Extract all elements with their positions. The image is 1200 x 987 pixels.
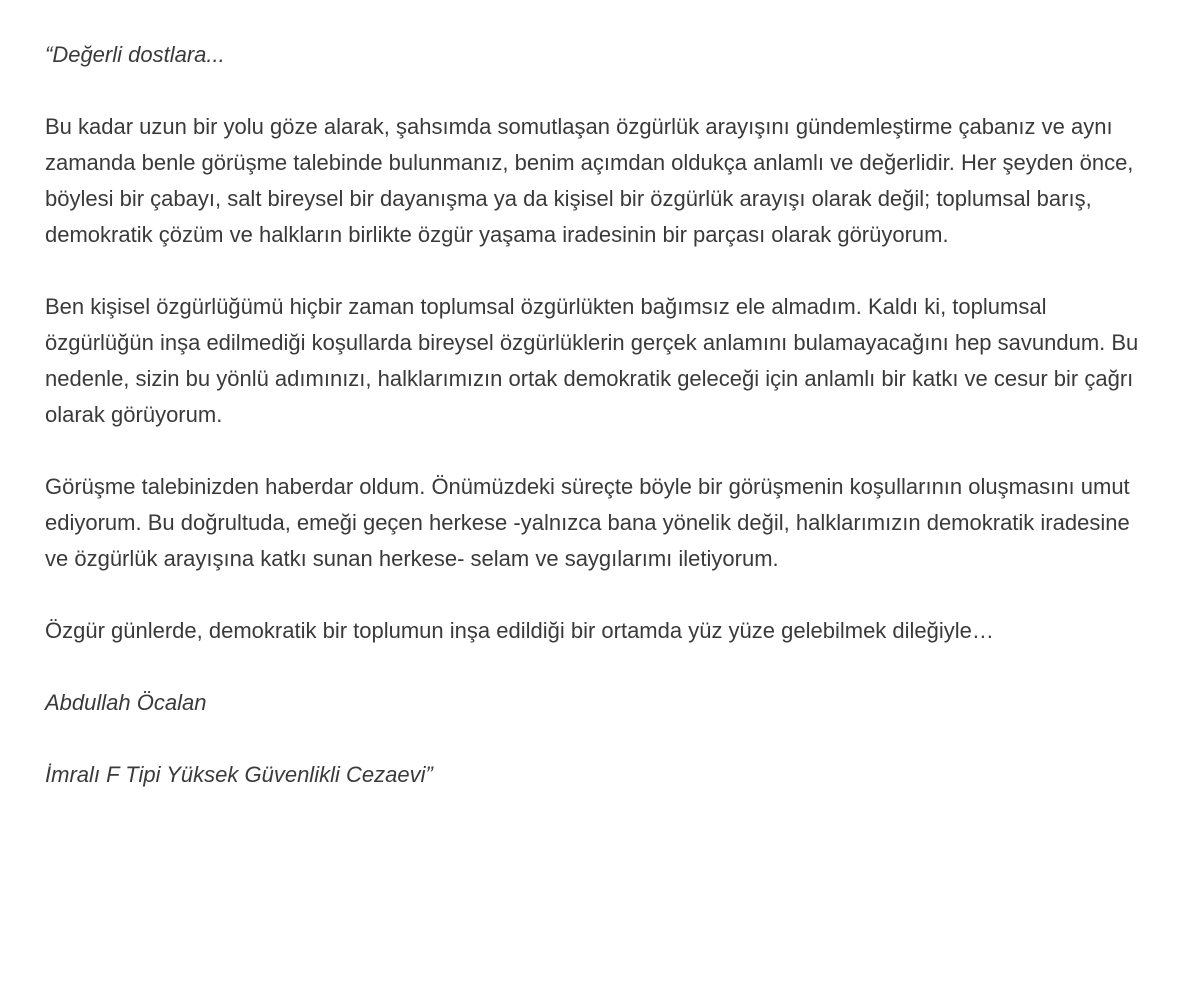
letter-signature: Abdullah Öcalan: [45, 690, 207, 715]
letter-greeting: “Değerli dostlara...: [45, 42, 225, 67]
letter-paragraph-2: Ben kişisel özgürlüğümü hiçbir zaman toplumsal özgürlükten bağımsız ele almadım. Kaldı ki, toplumsal özgürlüğün inşa edilmediği koşullarda bireysel özgürlüklerin gerçek anlamını bulamayacağını hep savundum. Bu nedenle, sizin bu yönlü adımınızı, halklarımızın ortak demokratik geleceği için anlamlı bir katkı ve cesur bir çağrı olarak görüyorum.: [45, 294, 1139, 427]
letter-paragraph-4: Özgür günlerde, demokratik bir toplumun inşa edildiği bir ortamda yüz yüze gelebilmek dileğiyle…: [45, 618, 994, 643]
letter-location: İmralı F Tipi Yüksek Güvenlikli Cezaevi”: [45, 762, 433, 787]
letter-paragraph-3: Görüşme talebinizden haberdar oldum. Önümüzdeki süreçte böyle bir görüşmenin koşullarının oluşmasını umut ediyorum. Bu doğrultuda, emeği geçen herkese -yalnızca bana yönelik değil, halklarımızın demokratik iradesine ve özgürlük arayışına katkı sunan herkese- selam ve saygılarımı iletiyorum.: [45, 474, 1130, 571]
letter-body: [45, 37, 1155, 793]
letter-paragraph-1: Bu kadar uzun bir yolu göze alarak, şahsımda somutlaşan özgürlük arayışını gündemleştirme çabanız ve aynı zamanda benle görüşme talebinde bulunmanız, benim açımdan oldukça anlamlı ve değerlidir. Her şeyden önce, böylesi bir çabayı, salt bireysel bir dayanışma ya da kişisel bir özgürlük arayışı olarak değil; toplumsal barış, demokratik çözüm ve halkların birlikte özgür yaşama iradesinin bir parçası olarak görüyorum.: [45, 114, 1134, 247]
